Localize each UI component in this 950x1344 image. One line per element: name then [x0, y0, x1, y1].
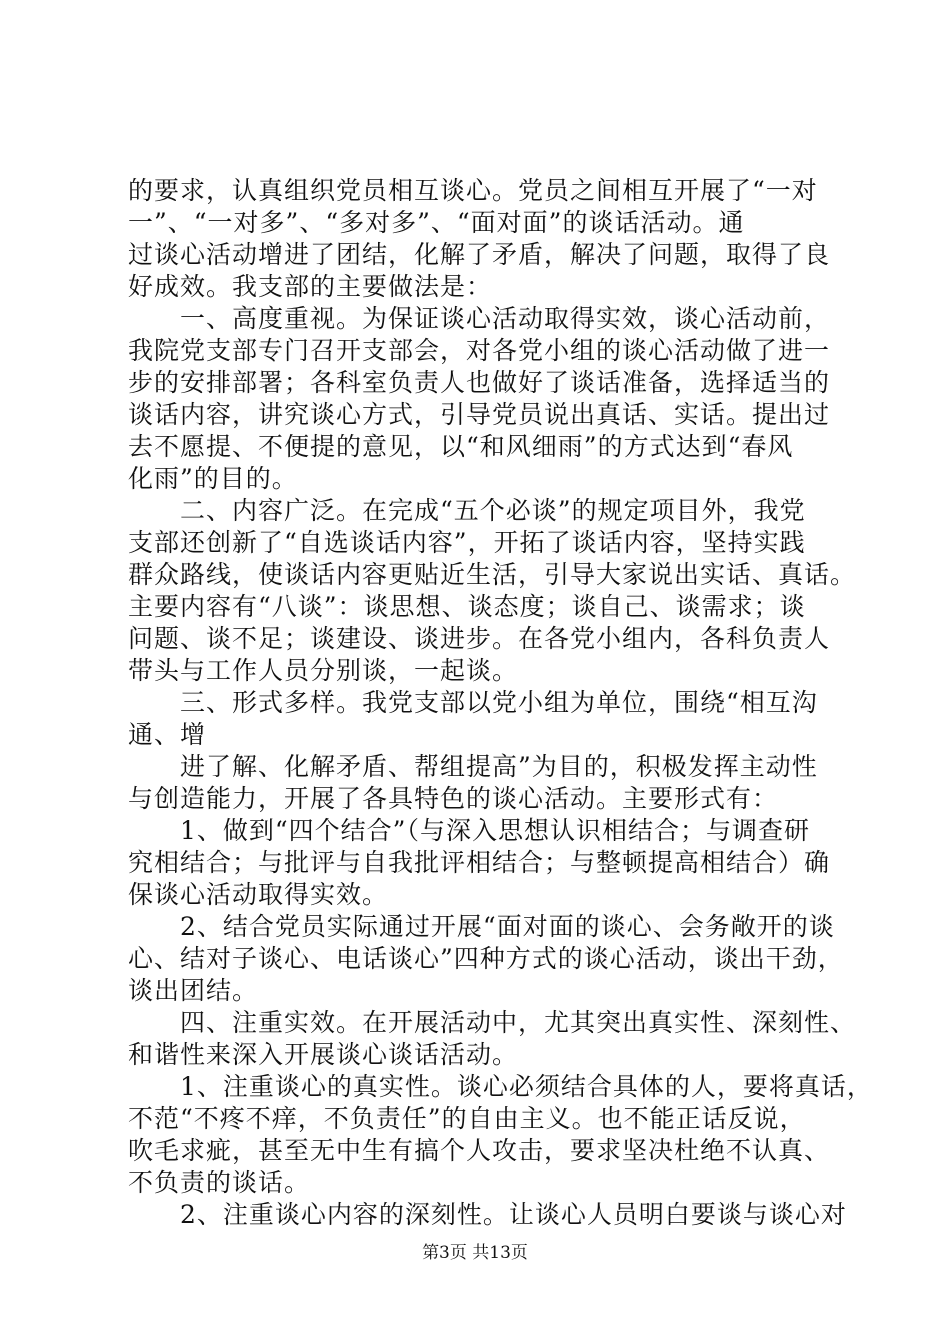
body-text-line: 去不愿提、不便提的意见，以“和风细雨”的方式达到“春风 [128, 432, 794, 461]
body-text-line: 一”、“一对多”、“多对多”、“面对面”的谈话活动。通 [128, 208, 745, 237]
body-text-line: 一、高度重视。为保证谈心活动取得实效，谈心活动前， [128, 304, 831, 333]
body-text-line: 不负责的谈话。 [128, 1168, 311, 1197]
body-text-line: 三、形式多样。我党支部以党小组为单位，围绕“相互沟 [128, 688, 818, 717]
body-text-line: 我院党支部专门召开支部会，对各党小组的谈心活动做了进一 [128, 336, 831, 365]
body-text-line: 二、内容广泛。在完成“五个必谈”的规定项目外，我党 [128, 496, 806, 525]
body-text-line: 步的安排部署；各科室负责人也做好了谈话准备，选择适当的 [128, 368, 831, 397]
body-text-line: 通、增 [128, 720, 207, 749]
body-text-line: 2、注重谈心内容的深刻性。让谈心人员明白要谈与谈心对 [128, 1200, 847, 1229]
body-text-line: 问题、谈不足；谈建设、谈进步。在各党小组内，各科负责人 [128, 624, 831, 653]
body-text-line: 化雨”的目的。 [128, 464, 298, 493]
body-text-line: 四、注重实效。在开展活动中，尤其突出真实性、深刻性、 [128, 1008, 857, 1037]
body-text-line: 群众路线，使谈话内容更贴近生活，引导大家说出实话、真话。 [128, 560, 857, 589]
body-text-line: 1、做到“四个结合”（与深入思想认识相结合；与调查研 [128, 816, 810, 845]
body-text-line: 保谈心活动取得实效。 [128, 880, 389, 909]
body-text-line: 过谈心活动增进了团结，化解了矛盾，解决了问题，取得了良 [128, 240, 831, 269]
page-total: 共13页 [472, 1243, 528, 1263]
body-text-line: 谈话内容，讲究谈心方式，引导党员说出真话、实话。提出过 [128, 400, 831, 429]
body-text-line: 主要内容有“八谈”：谈思想、谈态度；谈自己、谈需求；谈 [128, 592, 806, 621]
body-text-line: 和谐性来深入开展谈心谈话活动。 [128, 1040, 519, 1069]
body-text-line: 究相结合；与批评与自我批评相结合；与整顿提高相结合）确 [128, 848, 831, 877]
body-text-line: 好成效。我支部的主要做法是： [128, 272, 493, 301]
body-text-line: 不范“不疼不痒，不负责任”的自由主义。也不能正话反说， [128, 1104, 806, 1133]
body-text-line: 的要求，认真组织党员相互谈心。党员之间相互开展了“一对 [128, 176, 818, 205]
page-number: 第3页 [422, 1243, 467, 1263]
body-text-line: 1、注重谈心的真实性。谈心必须结合具体的人，要将真话， [128, 1072, 873, 1101]
body-text-line: 谈出团结。 [128, 976, 259, 1005]
body-text-line: 支部还创新了“自选谈话内容”，开拓了谈话内容，坚持实践 [128, 528, 806, 557]
page-footer [0, 1242, 950, 1264]
body-text-line: 带头与工作人员分别谈，一起谈。 [128, 656, 519, 685]
body-text-line: 2、结合党员实际通过开展“面对面的谈心、会务敞开的谈 [128, 912, 835, 941]
body-text-line: 心、结对子谈心、电话谈心”四种方式的谈心活动，谈出干劲， [128, 944, 844, 973]
body-text-line: 进了解、化解矛盾、帮组提高”为目的，积极发挥主动性 [128, 752, 818, 781]
body-text-line: 吹毛求疵，甚至无中生有搞个人攻击，要求坚决杜绝不认真、 [128, 1136, 831, 1165]
body-text-line: 与创造能力，开展了各具特色的谈心活动。主要形式有： [128, 784, 779, 813]
